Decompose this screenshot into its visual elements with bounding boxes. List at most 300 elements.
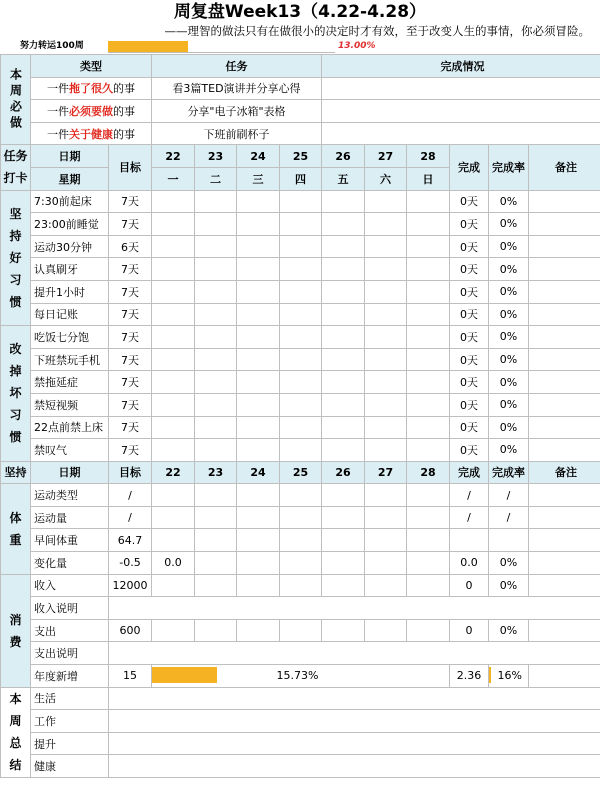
day-checkbox[interactable] [237, 213, 280, 236]
table-row [1, 529, 600, 552]
day-checkbox[interactable] [407, 303, 450, 326]
day-checkbox[interactable] [407, 280, 450, 303]
table-row [1, 619, 600, 642]
header-date-26: 26 [322, 461, 365, 484]
weekly-review-table [0, 54, 600, 778]
header-weekday-4: 五 [322, 167, 365, 190]
metric-day[interactable] [280, 552, 322, 575]
habit-rate: 0% [489, 190, 529, 213]
header-date-23: 23 [195, 461, 237, 484]
metric-day[interactable] [237, 552, 280, 575]
habit-note[interactable] [529, 190, 600, 213]
day-checkbox[interactable] [365, 439, 407, 462]
metric-note[interactable] [529, 484, 600, 507]
metric-day[interactable] [365, 506, 407, 529]
weekly-status[interactable] [322, 100, 600, 123]
metric-name: 变化量 [31, 552, 109, 575]
metric-day[interactable]: 0.0 [152, 552, 195, 575]
type-highlight: 必须要做 [69, 104, 113, 118]
table-row [1, 755, 600, 778]
day-checkbox[interactable] [407, 416, 450, 439]
header-date-26: 26 [322, 145, 365, 168]
metric-day[interactable] [195, 484, 237, 507]
day-checkbox[interactable] [237, 326, 280, 349]
header-date-25: 25 [280, 145, 322, 168]
type-suffix: 的事 [113, 82, 135, 96]
metric-done: 0.0 [450, 552, 489, 575]
header-note: 备注 [529, 145, 600, 190]
day-checkbox[interactable] [322, 213, 365, 236]
type-highlight: 拖了很久 [69, 82, 113, 96]
day-checkbox[interactable] [195, 439, 237, 462]
habit-note[interactable] [529, 303, 600, 326]
day-checkbox[interactable] [322, 190, 365, 213]
day-checkbox[interactable] [407, 258, 450, 281]
header-date-24: 24 [237, 461, 280, 484]
day-checkbox[interactable] [237, 348, 280, 371]
day-checkbox[interactable] [152, 235, 195, 258]
day-checkbox[interactable] [280, 371, 322, 394]
metric-day[interactable] [322, 484, 365, 507]
header-done: 完成 [450, 145, 489, 190]
type-prefix: 一件 [47, 104, 69, 118]
header-target: 目标 [109, 145, 152, 190]
table-row [1, 732, 600, 755]
day-checkbox[interactable] [407, 371, 450, 394]
header-type: 类型 [31, 55, 152, 78]
header-date-27: 27 [365, 461, 407, 484]
summary-label: 生活 [31, 687, 109, 710]
day-checkbox[interactable] [195, 235, 237, 258]
day-checkbox[interactable] [237, 393, 280, 416]
habit-done: 0天 [450, 258, 489, 281]
metric-name: 早间体重 [31, 529, 109, 552]
habit-target: 7天 [109, 371, 152, 394]
progress-percent: 13.00% [338, 41, 376, 51]
day-checkbox[interactable] [195, 280, 237, 303]
money-rate: 0% [489, 574, 529, 597]
table-row [1, 235, 600, 258]
table-row [1, 77, 600, 100]
metric-day[interactable] [280, 506, 322, 529]
day-checkbox[interactable] [407, 213, 450, 236]
metric-rate [489, 529, 529, 552]
header-date-25: 25 [280, 461, 322, 484]
money-note-label: 收入说明 [31, 597, 109, 620]
header-task: 任务 [152, 55, 322, 78]
metric-day[interactable] [237, 529, 280, 552]
money-label: 收入 [31, 574, 109, 597]
type-prefix: 一件 [47, 127, 69, 141]
day-checkbox[interactable] [322, 416, 365, 439]
day-checkbox[interactable] [322, 258, 365, 281]
table-row [1, 552, 600, 575]
money-day[interactable] [152, 619, 195, 642]
money-day[interactable] [280, 619, 322, 642]
annual-progress-cell [152, 665, 450, 688]
money-day[interactable] [322, 619, 365, 642]
day-checkbox[interactable] [322, 371, 365, 394]
table-row [1, 258, 600, 281]
metric-day[interactable] [407, 552, 450, 575]
habit-rate: 0% [489, 348, 529, 371]
money-note[interactable] [529, 619, 600, 642]
overall-progress [0, 40, 600, 53]
day-checkbox[interactable] [365, 190, 407, 213]
habit-rate: 0% [489, 416, 529, 439]
day-checkbox[interactable] [237, 371, 280, 394]
money-done: 0 [450, 574, 489, 597]
habit-name: 禁短视频 [31, 393, 109, 416]
day-checkbox[interactable] [152, 190, 195, 213]
header-date-28: 28 [407, 461, 450, 484]
day-checkbox[interactable] [195, 303, 237, 326]
metric-note[interactable] [529, 529, 600, 552]
day-checkbox[interactable] [195, 258, 237, 281]
day-checkbox[interactable] [280, 326, 322, 349]
type-suffix: 的事 [113, 104, 135, 118]
annual-note[interactable] [529, 665, 600, 688]
table-row [1, 371, 600, 394]
day-checkbox[interactable] [280, 235, 322, 258]
metric-note[interactable] [529, 552, 600, 575]
day-checkbox[interactable] [237, 416, 280, 439]
money-note-input[interactable] [109, 597, 600, 620]
habit-note[interactable] [529, 439, 600, 462]
table-row [1, 484, 600, 507]
day-checkbox[interactable] [152, 416, 195, 439]
habit-done: 0天 [450, 416, 489, 439]
habit-target: 7天 [109, 213, 152, 236]
type-prefix: 一件 [47, 82, 69, 96]
day-checkbox[interactable] [152, 213, 195, 236]
metric-day[interactable] [407, 506, 450, 529]
metric-day[interactable] [280, 484, 322, 507]
metric-day[interactable] [237, 506, 280, 529]
day-checkbox[interactable] [237, 439, 280, 462]
table-row [1, 439, 600, 462]
summary-input[interactable] [109, 710, 600, 733]
habit-note[interactable] [529, 326, 600, 349]
day-checkbox[interactable] [152, 371, 195, 394]
metric-day[interactable] [152, 529, 195, 552]
metric-target: / [109, 506, 152, 529]
day-checkbox[interactable] [365, 371, 407, 394]
habit-note[interactable] [529, 348, 600, 371]
metric-day[interactable] [322, 529, 365, 552]
metric-done: / [450, 506, 489, 529]
day-checkbox[interactable] [195, 371, 237, 394]
day-checkbox[interactable] [152, 258, 195, 281]
section-summary-label: 本周总结 [1, 687, 31, 777]
table-row [1, 393, 600, 416]
habit-rate: 0% [489, 303, 529, 326]
day-checkbox[interactable] [280, 213, 322, 236]
day-checkbox[interactable] [280, 348, 322, 371]
metric-day[interactable] [407, 484, 450, 507]
habit-target: 7天 [109, 326, 152, 349]
money-target: 12000 [109, 574, 152, 597]
habit-name: 23:00前睡觉 [31, 213, 109, 236]
motto-subtitle: ——理智的做法只有在做很小的决定时才有效，至于改变人生的事情，你必须冒险。 [164, 24, 590, 38]
day-checkbox[interactable] [280, 258, 322, 281]
money-day[interactable] [322, 574, 365, 597]
habit-note[interactable] [529, 280, 600, 303]
section-persist-label: 坚持 [1, 461, 31, 484]
habit-name: 运动30分钟 [31, 235, 109, 258]
day-checkbox[interactable] [280, 190, 322, 213]
day-checkbox[interactable] [280, 280, 322, 303]
metric-rate: 0% [489, 552, 529, 575]
habit-target: 7天 [109, 416, 152, 439]
day-checkbox[interactable] [322, 326, 365, 349]
habit-name: 下班禁玩手机 [31, 348, 109, 371]
day-checkbox[interactable] [365, 303, 407, 326]
metric-day[interactable] [152, 506, 195, 529]
day-checkbox[interactable] [237, 190, 280, 213]
header-weekday-2: 三 [237, 167, 280, 190]
habit-name: 禁拖延症 [31, 371, 109, 394]
day-checkbox[interactable] [407, 326, 450, 349]
day-checkbox[interactable] [322, 280, 365, 303]
habit-name: 提升1小时 [31, 280, 109, 303]
metric-done: / [450, 484, 489, 507]
habit-target: 7天 [109, 280, 152, 303]
habit-note[interactable] [529, 235, 600, 258]
day-checkbox[interactable] [365, 416, 407, 439]
day-checkbox[interactable] [322, 303, 365, 326]
day-checkbox[interactable] [195, 348, 237, 371]
day-checkbox[interactable] [407, 439, 450, 462]
weekly-status[interactable] [322, 77, 600, 100]
day-checkbox[interactable] [322, 393, 365, 416]
day-checkbox[interactable] [280, 439, 322, 462]
habit-done: 0天 [450, 326, 489, 349]
day-checkbox[interactable] [365, 235, 407, 258]
day-checkbox[interactable] [152, 280, 195, 303]
day-checkbox[interactable] [237, 303, 280, 326]
header-weekday-1: 二 [195, 167, 237, 190]
day-checkbox[interactable] [280, 416, 322, 439]
metric-day[interactable] [407, 529, 450, 552]
metric-day[interactable] [365, 484, 407, 507]
day-checkbox[interactable] [407, 393, 450, 416]
section-spending-label: 消费 [1, 574, 31, 687]
money-day[interactable] [280, 574, 322, 597]
header-date-24: 24 [237, 145, 280, 168]
metric-day[interactable] [195, 529, 237, 552]
day-checkbox[interactable] [195, 213, 237, 236]
header-date: 日期 [31, 461, 109, 484]
day-checkbox[interactable] [152, 348, 195, 371]
header-weekday-3: 四 [280, 167, 322, 190]
habit-target: 7天 [109, 348, 152, 371]
table-row [1, 597, 600, 620]
day-checkbox[interactable] [365, 280, 407, 303]
day-checkbox[interactable] [407, 190, 450, 213]
money-day[interactable] [407, 619, 450, 642]
metric-day[interactable] [322, 506, 365, 529]
habit-done: 0天 [450, 280, 489, 303]
money-day[interactable] [407, 574, 450, 597]
habit-note[interactable] [529, 416, 600, 439]
money-day[interactable] [237, 619, 280, 642]
day-checkbox[interactable] [195, 393, 237, 416]
header-note: 备注 [529, 461, 600, 484]
habit-done: 0天 [450, 439, 489, 462]
metric-day[interactable] [322, 552, 365, 575]
annual-target: 15 [109, 665, 152, 688]
table-row [1, 574, 600, 597]
metric-name: 运动类型 [31, 484, 109, 507]
money-label: 支出 [31, 619, 109, 642]
summary-input[interactable] [109, 687, 600, 710]
habit-rate: 0% [489, 326, 529, 349]
metric-done [450, 529, 489, 552]
money-day[interactable] [152, 574, 195, 597]
money-day[interactable] [195, 619, 237, 642]
progress-fill [108, 41, 188, 52]
header-date-23: 23 [195, 145, 237, 168]
section-good_habits-label: 坚持好习惯 [1, 190, 31, 326]
habit-name: 禁叹气 [31, 439, 109, 462]
day-checkbox[interactable] [195, 326, 237, 349]
habit-done: 0天 [450, 303, 489, 326]
metric-target: 64.7 [109, 529, 152, 552]
table-row [1, 665, 600, 688]
weekly-type [31, 77, 152, 100]
metric-day[interactable] [195, 506, 237, 529]
metric-day[interactable] [365, 529, 407, 552]
annual-rate-cell [489, 665, 529, 688]
money-day[interactable] [237, 574, 280, 597]
weekly-type [31, 122, 152, 145]
section-bad_habits-label: 改掉坏习惯 [1, 326, 31, 462]
habit-done: 0天 [450, 393, 489, 416]
money-note[interactable] [529, 574, 600, 597]
day-checkbox[interactable] [237, 235, 280, 258]
table-row [1, 348, 600, 371]
day-checkbox[interactable] [280, 393, 322, 416]
day-checkbox[interactable] [195, 416, 237, 439]
habit-note[interactable] [529, 393, 600, 416]
habit-rate: 0% [489, 393, 529, 416]
day-checkbox[interactable] [365, 393, 407, 416]
header-status: 完成情况 [322, 55, 600, 78]
table-row [1, 55, 600, 78]
table-row [1, 710, 600, 733]
type-highlight: 关于健康 [69, 127, 113, 141]
section-checkin-label: 任务打卡 [1, 145, 31, 190]
habit-target: 7天 [109, 439, 152, 462]
day-checkbox[interactable] [322, 235, 365, 258]
weekly-task[interactable]: 分享"电子冰箱"表格 [152, 100, 322, 123]
day-checkbox[interactable] [365, 348, 407, 371]
day-checkbox[interactable] [365, 326, 407, 349]
summary-label: 提升 [31, 732, 109, 755]
metric-day[interactable] [237, 484, 280, 507]
money-rate: 0% [489, 619, 529, 642]
header-date: 日期 [31, 145, 109, 168]
habit-name: 7:30前起床 [31, 190, 109, 213]
day-checkbox[interactable] [322, 348, 365, 371]
money-day[interactable] [365, 574, 407, 597]
metric-name: 运动量 [31, 506, 109, 529]
habit-done: 0天 [450, 235, 489, 258]
day-checkbox[interactable] [152, 393, 195, 416]
type-suffix: 的事 [113, 127, 135, 141]
weekly-status[interactable] [322, 122, 600, 145]
header-weekday-6: 日 [407, 167, 450, 190]
weekly-task[interactable]: 下班前刷杯子 [152, 122, 322, 145]
money-day[interactable] [195, 574, 237, 597]
table-row [1, 642, 600, 665]
habit-note[interactable] [529, 258, 600, 281]
habit-rate: 0% [489, 371, 529, 394]
day-checkbox[interactable] [237, 258, 280, 281]
day-checkbox[interactable] [237, 280, 280, 303]
annual-done: 2.36 [450, 665, 489, 688]
metric-day[interactable] [195, 552, 237, 575]
summary-input[interactable] [109, 755, 600, 778]
table-row [1, 461, 600, 484]
day-checkbox[interactable] [280, 303, 322, 326]
day-checkbox[interactable] [152, 303, 195, 326]
day-checkbox[interactable] [322, 439, 365, 462]
habit-done: 0天 [450, 371, 489, 394]
table-row [1, 280, 600, 303]
habit-name: 22点前禁上床 [31, 416, 109, 439]
money-day[interactable] [365, 619, 407, 642]
summary-input[interactable] [109, 732, 600, 755]
habit-note[interactable] [529, 213, 600, 236]
metric-day[interactable] [280, 529, 322, 552]
money-note-input[interactable] [109, 642, 600, 665]
table-row [1, 416, 600, 439]
metric-day[interactable] [365, 552, 407, 575]
money-note-label: 支出说明 [31, 642, 109, 665]
day-checkbox[interactable] [365, 258, 407, 281]
metric-day[interactable] [152, 484, 195, 507]
table-row [1, 190, 600, 213]
habit-done: 0天 [450, 190, 489, 213]
habit-target: 7天 [109, 258, 152, 281]
table-row [1, 303, 600, 326]
header-weekday: 星期 [31, 167, 109, 190]
money-target: 600 [109, 619, 152, 642]
metric-note[interactable] [529, 506, 600, 529]
header-rate: 完成率 [489, 145, 529, 190]
weekly-task[interactable]: 看3篇TED演讲并分享心得 [152, 77, 322, 100]
header-date-27: 27 [365, 145, 407, 168]
summary-label: 健康 [31, 755, 109, 778]
metric-rate: / [489, 484, 529, 507]
day-checkbox[interactable] [152, 326, 195, 349]
day-checkbox[interactable] [195, 190, 237, 213]
day-checkbox[interactable] [407, 348, 450, 371]
table-row [1, 506, 600, 529]
header-target: 目标 [109, 461, 152, 484]
header-rate: 完成率 [489, 461, 529, 484]
day-checkbox[interactable] [152, 439, 195, 462]
header-done: 完成 [450, 461, 489, 484]
habit-target: 7天 [109, 190, 152, 213]
habit-note[interactable] [529, 371, 600, 394]
progress-label: 努力转运100周 [20, 41, 84, 51]
day-checkbox[interactable] [365, 213, 407, 236]
day-checkbox[interactable] [407, 235, 450, 258]
page-title: 周复盘Week13（4.22-4.28） [173, 2, 427, 22]
